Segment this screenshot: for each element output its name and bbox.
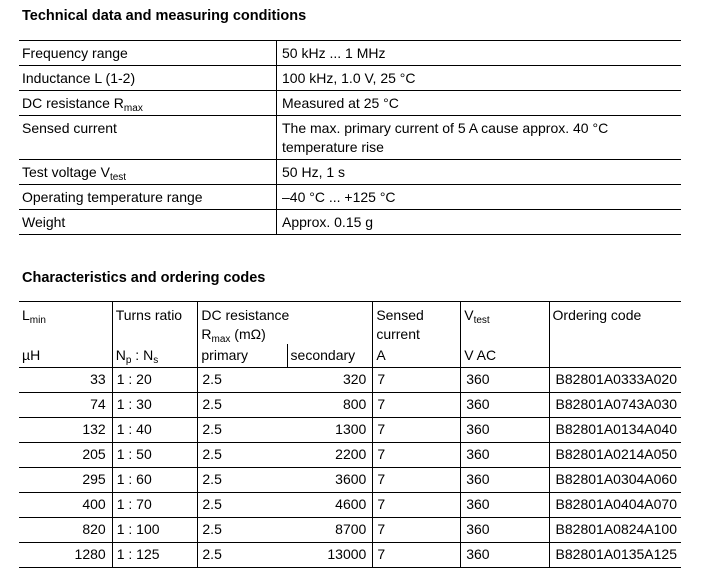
param-label: Frequency range (19, 41, 277, 66)
unit-current: A (373, 344, 461, 368)
cell-current: 7 (373, 368, 461, 393)
cell-inductance: 820 (19, 518, 112, 543)
cell-secondary: 4600 (287, 493, 373, 518)
table-row (19, 116, 681, 160)
header-ordering-code: Ordering code (552, 307, 642, 323)
cell-secondary: 2200 (287, 443, 373, 468)
param-label: Sensed current (19, 116, 277, 160)
cell-voltage: 360 (461, 493, 549, 518)
cell-voltage: 360 (461, 393, 549, 418)
cell-ordering-code: B82801A0135A125 (549, 543, 681, 568)
header-row (19, 302, 681, 345)
cell-secondary: 1300 (287, 418, 373, 443)
cell-ordering-code: B82801A0214A050 (549, 443, 681, 468)
table-row (19, 66, 681, 91)
cell-inductance: 132 (19, 418, 112, 443)
param-label: Test voltage $V_{test}$ (19, 160, 277, 185)
ordering-codes-title: Characteristics and ordering codes (22, 270, 266, 286)
cell-ordering-code: B82801A0333A020 (549, 368, 681, 393)
cell-voltage: 360 (461, 418, 549, 443)
cell-inductance: 33 (19, 368, 112, 393)
cell-inductance: 205 (19, 443, 112, 468)
header-dc-resistance: DC resistance $R_{max}$ (mΩ) (198, 302, 373, 345)
cell-turns: 1 : 20 (112, 368, 198, 393)
param-value: 100 kHz, 1.0 V, 25 °C (277, 66, 682, 91)
param-value: The max. primary current of 5 A cause approx. 40 °C temperature rise (277, 116, 682, 160)
table-row (19, 185, 681, 210)
table-row (19, 418, 681, 443)
cell-turns: 1 : 60 (112, 468, 198, 493)
cell-inductance: 1280 (19, 543, 112, 568)
cell-voltage: 360 (461, 368, 549, 393)
param-label: Operating temperature range (19, 185, 277, 210)
unit-secondary: secondary (287, 344, 373, 368)
cell-current: 7 (373, 418, 461, 443)
param-value: 50 kHz ... 1 MHz (282, 45, 386, 61)
table-row (19, 518, 681, 543)
param-label: DC resistance $R_{max}$ (19, 91, 277, 116)
cell-inductance: 400 (19, 493, 112, 518)
cell-turns: 1 : 70 (112, 493, 198, 518)
unit-inductance: µH (19, 344, 112, 368)
cell-turns: 1 : 30 (112, 393, 198, 418)
cell-turns: 1 : 40 (112, 418, 198, 443)
table-row (19, 393, 681, 418)
cell-ordering-code: B82801A0304A060 (549, 468, 681, 493)
param-value: Measured at 25 °C (277, 91, 682, 116)
cell-primary: 2.5 (198, 368, 287, 393)
param-label: Inductance L (1-2) (19, 66, 277, 91)
cell-primary: 2.5 (198, 468, 287, 493)
cell-voltage: 360 (461, 468, 549, 493)
unit-code (549, 344, 681, 368)
cell-ordering-code: B82801A0743A030 (549, 393, 681, 418)
table-row (19, 41, 681, 66)
cell-voltage: 360 (461, 443, 549, 468)
cell-voltage: 360 (461, 518, 549, 543)
param-value: –40 °C ... +125 °C (277, 185, 682, 210)
unit-primary: primary (201, 347, 249, 363)
cell-turns: 1 : 50 (112, 443, 198, 468)
technical-data-table (19, 40, 681, 235)
cell-ordering-code: B82801A0824A100 (549, 518, 681, 543)
table-row (19, 543, 681, 568)
cell-primary: 2.5 (198, 518, 287, 543)
cell-turns: 1 : 125 (112, 543, 198, 568)
cell-ordering-code: B82801A0134A040 (549, 418, 681, 443)
cell-secondary: 3600 (287, 468, 373, 493)
param-value: 50 Hz, 1 s (277, 160, 682, 185)
cell-secondary: 13000 (287, 543, 373, 568)
cell-primary: 2.5 (198, 418, 287, 443)
cell-primary: 2.5 (198, 443, 287, 468)
header-turns-ratio: Turns ratio (112, 302, 198, 345)
cell-primary: 2.5 (198, 543, 287, 568)
table-row (19, 493, 681, 518)
cell-current: 7 (373, 443, 461, 468)
table-row (19, 443, 681, 468)
header-test-voltage: $V_{test}$ (461, 302, 549, 345)
cell-inductance: 295 (19, 468, 112, 493)
cell-current: 7 (373, 543, 461, 568)
units-row (19, 344, 681, 368)
table-row (19, 160, 681, 185)
table-row (19, 91, 681, 116)
param-label: Weight (19, 210, 277, 235)
table-row (19, 468, 681, 493)
cell-current: 7 (373, 468, 461, 493)
table-row (19, 368, 681, 393)
cell-inductance: 74 (19, 393, 112, 418)
cell-current: 7 (373, 493, 461, 518)
cell-voltage: 360 (461, 543, 549, 568)
cell-current: 7 (373, 393, 461, 418)
cell-ordering-code: B82801A0404A070 (549, 493, 681, 518)
header-inductance: $L_{min}$ (19, 302, 112, 345)
unit-turns: $N_p$ : $N_s$ (112, 344, 198, 368)
header-sensed-current: Sensed current (373, 302, 461, 345)
cell-secondary: 8700 (287, 518, 373, 543)
ordering-codes-table (19, 301, 681, 568)
param-value: Approx. 0.15 g (277, 210, 682, 235)
cell-secondary: 800 (287, 393, 373, 418)
unit-voltage: V AC (461, 344, 549, 368)
cell-primary: 2.5 (198, 393, 287, 418)
cell-turns: 1 : 100 (112, 518, 198, 543)
cell-secondary: 320 (287, 368, 373, 393)
table-row (19, 210, 681, 235)
cell-primary: 2.5 (198, 493, 287, 518)
cell-current: 7 (373, 518, 461, 543)
technical-data-title: Technical data and measuring conditions (22, 8, 307, 24)
